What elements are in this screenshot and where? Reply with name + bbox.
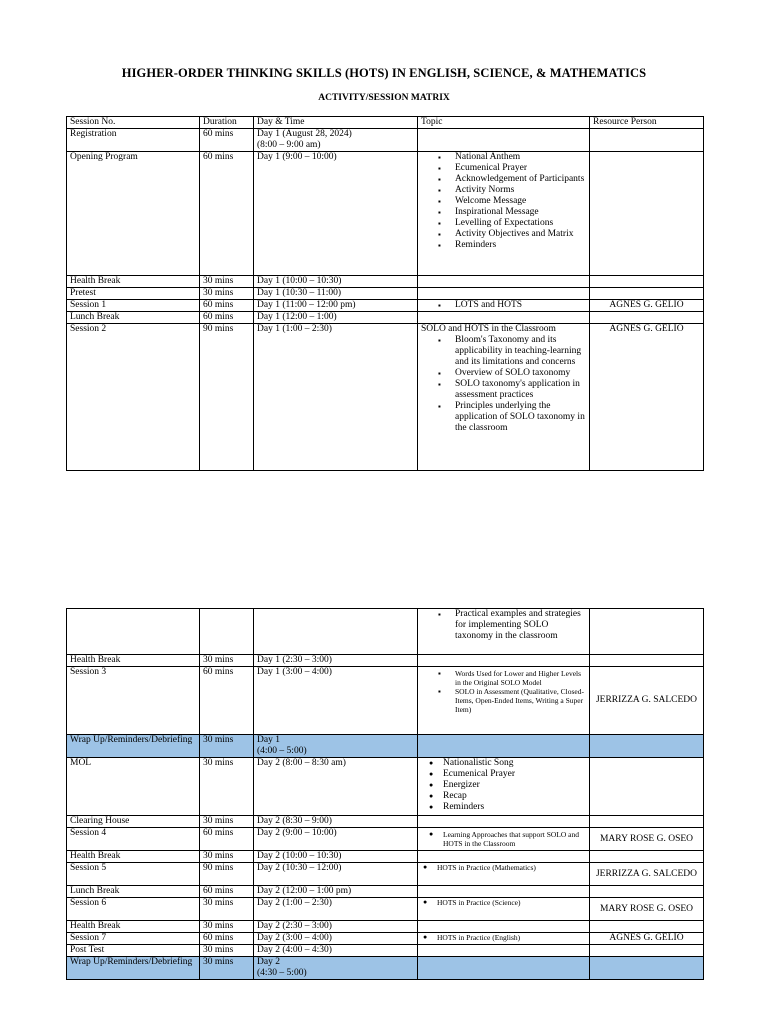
duration-cell: 60 mins [200, 828, 254, 851]
time-cell: Day 2 (4:00 – 4:30) [254, 945, 418, 957]
session-cell: Clearing House [67, 816, 200, 828]
duration-cell: 30 mins [200, 816, 254, 828]
table-row [67, 288, 704, 300]
resource-person-cell [590, 152, 704, 276]
topic-list [421, 609, 586, 642]
topic-cell [418, 655, 590, 667]
topic-list [421, 667, 586, 714]
table-row [67, 300, 704, 312]
table-row [67, 828, 704, 851]
table-row [67, 129, 704, 152]
list-item: ▪ SOLO in Assessment (Qualitative, Closed-Items, Open-Ended Items, Writing a Super Item) [455, 687, 586, 714]
table-row [67, 957, 704, 980]
list-item: ▪ Practical examples and strategies for implementing SOLO taxonomy in the classroom [455, 609, 586, 642]
time-cell: Day 2 (4:30 – 5:00) [254, 957, 418, 980]
session-cell: Opening Program [67, 152, 200, 276]
table-row [67, 851, 704, 863]
duration-cell [200, 609, 254, 655]
list-item: ▪ Overview of SOLO taxonomy [455, 368, 586, 379]
topic-cell [418, 735, 590, 758]
header-duration: Duration [200, 117, 254, 129]
table-row [67, 945, 704, 957]
session-cell: Wrap Up/Reminders/Debriefing [67, 957, 200, 980]
topic-list [421, 828, 586, 848]
topic-cell [418, 933, 590, 945]
time-cell: Day 1 (12:00 – 1:00) [254, 312, 418, 324]
list-item: ● HOTS in Practice (Science) [437, 898, 586, 907]
header-resource-person: Resource Person [590, 117, 704, 129]
topic-cell [418, 863, 590, 886]
resource-person-cell [590, 129, 704, 152]
topic-cell [418, 288, 590, 300]
duration-cell: 60 mins [200, 886, 254, 898]
list-item: ▪ Reminders [455, 240, 586, 251]
topic-cell [418, 851, 590, 863]
resource-person-cell [590, 758, 704, 816]
resource-person-cell: MARY ROSE G. OSEO [590, 828, 704, 851]
list-item: ● HOTS in Practice (English) [437, 933, 586, 942]
list-item: ● Reminders [443, 802, 586, 813]
table-row [67, 276, 704, 288]
list-item: ▪ Bloom's Taxonomy and its applicability in teaching-learning and its limitations and concerns [455, 335, 586, 368]
list-item: ● Nationalistic Song [443, 758, 586, 769]
resource-person-cell [590, 886, 704, 898]
list-item: ● Learning Approaches that support SOLO and HOTS in the Classroom [443, 830, 586, 848]
time-cell: Day 1 (1:00 – 2:30) [254, 324, 418, 471]
duration-cell: 60 mins [200, 933, 254, 945]
resource-person-cell [590, 957, 704, 980]
duration-cell: 30 mins [200, 276, 254, 288]
time-cell: Day 1 (10:30 – 11:00) [254, 288, 418, 300]
duration-cell: 60 mins [200, 312, 254, 324]
topic-list [421, 758, 586, 813]
duration-cell: 30 mins [200, 898, 254, 921]
header-row [67, 117, 704, 129]
time-cell: Day 2 (9:00 – 10:00) [254, 828, 418, 851]
resource-person-cell [590, 655, 704, 667]
header-day-time: Day & Time [254, 117, 418, 129]
session-cell: Wrap Up/Reminders/Debriefing [67, 735, 200, 758]
time-cell [254, 609, 418, 655]
resource-person-cell [590, 276, 704, 288]
duration-cell: 60 mins [200, 152, 254, 276]
topic-cell [418, 957, 590, 980]
time-cell: Day 1 (9:00 – 10:00) [254, 152, 418, 276]
topic-list [421, 335, 586, 434]
topic-cell [418, 152, 590, 276]
session-cell: Session 7 [67, 933, 200, 945]
table-row [67, 152, 704, 276]
session-cell: Post Test [67, 945, 200, 957]
topic-cell [418, 324, 590, 471]
duration-cell: 60 mins [200, 129, 254, 152]
resource-person-cell: AGNES G. GELIO [590, 300, 704, 312]
time-cell: Day 2 (8:00 – 8:30 am) [254, 758, 418, 816]
time-cell: Day 2 (3:00 – 4:00) [254, 933, 418, 945]
session-cell: Lunch Break [67, 886, 200, 898]
session-cell [67, 609, 200, 655]
document-subtitle: ACTIVITY/SESSION MATRIX [318, 93, 450, 103]
resource-person-cell [590, 609, 704, 655]
list-item: ▪ Activity Norms [455, 185, 586, 196]
session-matrix-table-1 [66, 116, 704, 471]
duration-cell: 30 mins [200, 921, 254, 933]
table-row [67, 655, 704, 667]
resource-person-cell: JERRIZZA G. SALCEDO [590, 863, 704, 886]
resource-person-cell: AGNES G. GELIO [590, 933, 704, 945]
resource-person-cell [590, 288, 704, 300]
time-cell: Day 1 (10:00 – 10:30) [254, 276, 418, 288]
duration-cell: 30 mins [200, 655, 254, 667]
duration-cell: 30 mins [200, 957, 254, 980]
time-cell: Day 2 (1:00 – 2:30) [254, 898, 418, 921]
session-cell: Session 3 [67, 667, 200, 735]
list-item: ● Energizer [443, 780, 586, 791]
topic-cell [418, 828, 590, 851]
list-item: ▪ Activity Objectives and Matrix [455, 229, 586, 240]
table-row [67, 816, 704, 828]
resource-person-cell [590, 945, 704, 957]
list-item: ▪ Ecumenical Prayer [455, 163, 586, 174]
header-topic: Topic [418, 117, 590, 129]
time-cell: Day 2 (2:30 – 3:00) [254, 921, 418, 933]
time-cell: Day 1 (August 28, 2024) (8:00 – 9:00 am) [254, 129, 418, 152]
list-item: ▪ Words Used for Lower and Higher Levels in the Original SOLO Model [455, 669, 586, 687]
topic-list [421, 152, 586, 251]
duration-cell: 30 mins [200, 735, 254, 758]
duration-cell: 90 mins [200, 324, 254, 471]
table-row [67, 921, 704, 933]
table-row [67, 667, 704, 735]
duration-cell: 60 mins [200, 667, 254, 735]
table-row [67, 758, 704, 816]
topic-list [421, 933, 586, 942]
session-cell: Health Break [67, 851, 200, 863]
header-session: Session No. [67, 117, 200, 129]
topic-cell [418, 886, 590, 898]
list-item: ▪ Welcome Message [455, 196, 586, 207]
session-cell: Registration [67, 129, 200, 152]
topic-cell [418, 898, 590, 921]
list-item: ▪ National Anthem [455, 152, 586, 163]
table-row [67, 735, 704, 758]
session-cell: MOL [67, 758, 200, 816]
table-row [67, 886, 704, 898]
list-item: ● Recap [443, 791, 586, 802]
list-item: ▪ Acknowledgement of Participants [455, 174, 586, 185]
topic-cell [418, 129, 590, 152]
topic-cell [418, 921, 590, 933]
table-row [67, 863, 704, 886]
list-item: ▪ Inspirational Message [455, 207, 586, 218]
session-cell: Health Break [67, 921, 200, 933]
time-cell: Day 2 (8:30 – 9:00) [254, 816, 418, 828]
topic-cell [418, 816, 590, 828]
session-cell: Lunch Break [67, 312, 200, 324]
duration-cell: 30 mins [200, 288, 254, 300]
time-cell: Day 1 (4:00 – 5:00) [254, 735, 418, 758]
duration-cell: 90 mins [200, 863, 254, 886]
session-cell: Pretest [67, 288, 200, 300]
time-cell: Day 1 (11:00 – 12:00 pm) [254, 300, 418, 312]
resource-person-cell: AGNES G. GELIO [590, 324, 704, 471]
resource-person-cell [590, 921, 704, 933]
list-item: ▪ SOLO taxonomy's application in assessment practices [455, 379, 586, 401]
table-row [67, 324, 704, 471]
session-cell: Health Break [67, 655, 200, 667]
duration-cell: 30 mins [200, 758, 254, 816]
time-cell: Day 2 (10:00 – 10:30) [254, 851, 418, 863]
time-cell: Day 2 (10:30 – 12:00) [254, 863, 418, 886]
topic-cell [418, 758, 590, 816]
table-row [67, 312, 704, 324]
table-row [67, 933, 704, 945]
duration-cell: 60 mins [200, 300, 254, 312]
session-matrix-table-2 [66, 608, 704, 980]
topic-cell [418, 276, 590, 288]
duration-cell: 30 mins [200, 851, 254, 863]
session-cell: Session 6 [67, 898, 200, 921]
time-cell: Day 1 (3:00 – 4:00) [254, 667, 418, 735]
session-cell: Session 2 [67, 324, 200, 471]
time-cell: Day 1 (2:30 – 3:00) [254, 655, 418, 667]
time-cell: Day 2 (12:00 – 1:00 pm) [254, 886, 418, 898]
resource-person-cell [590, 816, 704, 828]
list-item: ● HOTS in Practice (Mathematics) [437, 863, 586, 872]
topic-cell [418, 312, 590, 324]
list-item: ▪ Principles underlying the application of SOLO taxonomy in the classroom [455, 401, 586, 434]
topic-heading: SOLO and HOTS in the Classroom [421, 324, 556, 334]
topic-list [421, 898, 586, 907]
session-cell: Session 1 [67, 300, 200, 312]
resource-person-cell [590, 851, 704, 863]
topic-cell [418, 300, 590, 312]
resource-person-cell: MARY ROSE G. OSEO [590, 898, 704, 921]
resource-person-cell [590, 312, 704, 324]
duration-cell: 30 mins [200, 945, 254, 957]
session-cell: Health Break [67, 276, 200, 288]
list-item: ▪ Levelling of Expectations [455, 218, 586, 229]
table-row [67, 609, 704, 655]
topic-list [421, 300, 586, 311]
topic-list [421, 863, 586, 872]
session-cell: Session 4 [67, 828, 200, 851]
topic-cell [418, 667, 590, 735]
resource-person-cell [590, 735, 704, 758]
session-cell: Session 5 [67, 863, 200, 886]
list-item: ▪ LOTS and HOTS [455, 300, 586, 311]
topic-cell [418, 945, 590, 957]
list-item: ● Ecumenical Prayer [443, 769, 586, 780]
document-title: HIGHER-ORDER THINKING SKILLS (HOTS) IN ENGLISH, SCIENCE, & MATHEMATICS [121, 66, 647, 80]
resource-person-cell: JERRIZZA G. SALCEDO [590, 667, 704, 735]
table-row [67, 898, 704, 921]
topic-cell [418, 609, 590, 655]
